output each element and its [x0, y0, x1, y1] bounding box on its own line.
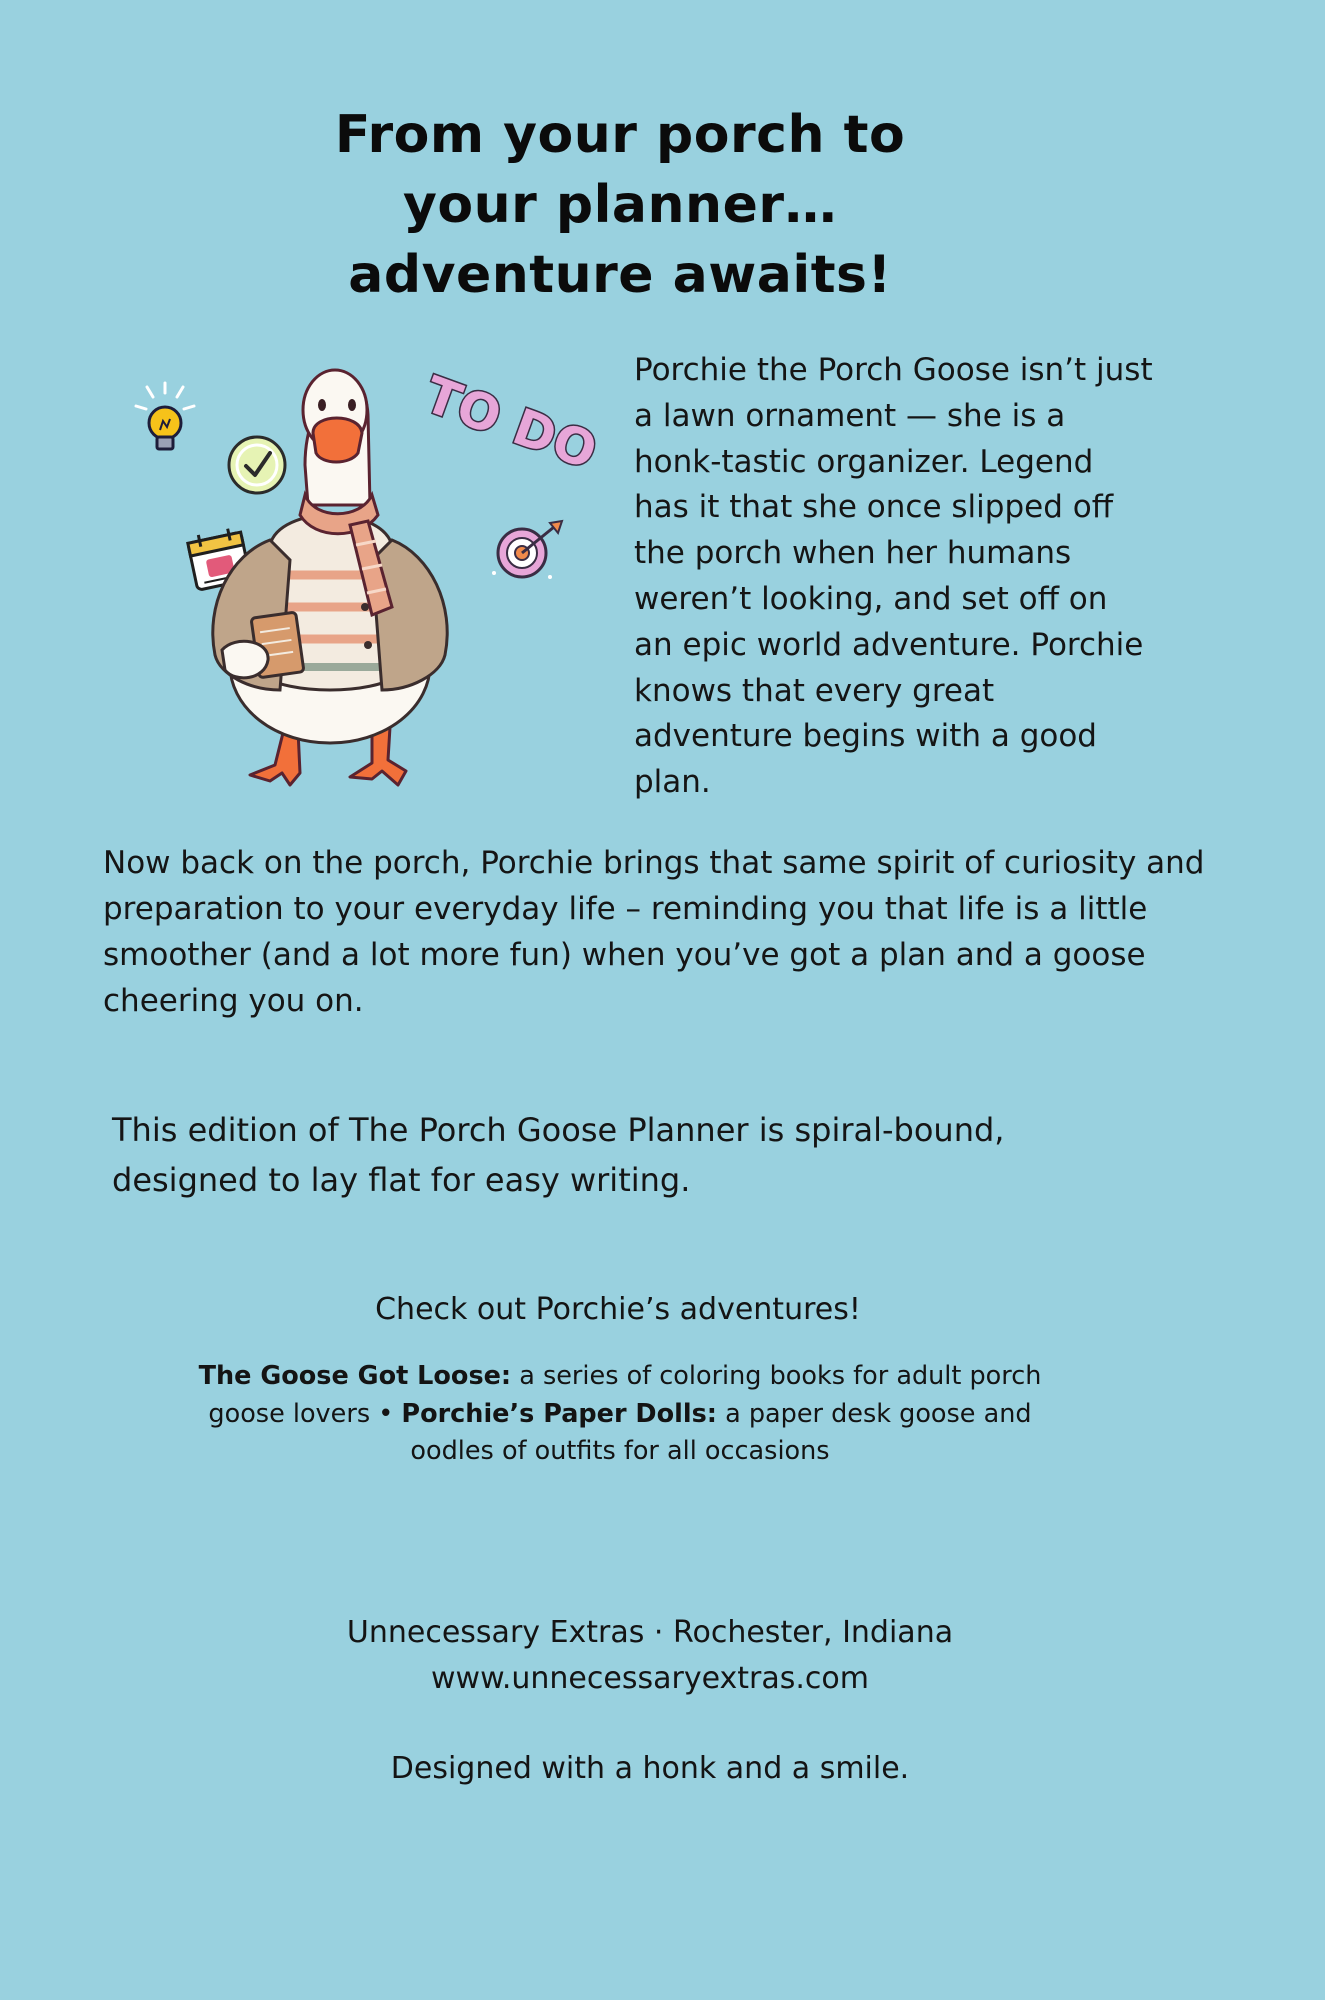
- book2-title: Porchie’s Paper Dolls:: [401, 1398, 717, 1429]
- headline-line-3: adventure awaits!: [348, 245, 892, 305]
- tagline: Designed with a honk and a smile.: [390, 1751, 910, 1786]
- checkmark-icon: [229, 437, 285, 493]
- target-icon: [492, 521, 562, 579]
- publisher-info: [250, 1610, 1050, 1702]
- adventures-heading: Check out Porchie’s adventures!: [375, 1292, 861, 1327]
- goose-illustration: [110, 345, 630, 805]
- todo-sticker: [417, 365, 604, 480]
- todo-sticker-text: TO DO: [417, 365, 605, 481]
- adventures-list: [190, 1358, 1050, 1471]
- headline-line-1: From your porch to: [334, 105, 906, 165]
- goose-figure: [213, 370, 447, 785]
- publisher-website: www.unnecessaryextras.com: [431, 1661, 869, 1696]
- bullet-separator: •: [370, 1398, 402, 1429]
- book1-title: The Goose Got Loose:: [198, 1361, 512, 1391]
- publisher-line: Unnecessary Extras · Rochester, Indiana: [346, 1615, 954, 1650]
- headline: [260, 100, 980, 310]
- intro-paragraph: Porchie the Porch Goose isn’t just a lawn ornament — she is a honk-tastic organizer. Legend has it that she once slipped off the porch when her humans weren’t looking, and set off on an epic world adventure. Porchie knows that every great adventure begins with a good plan.: [634, 352, 1153, 801]
- headline-line-2: your planner…: [403, 175, 837, 235]
- book1-description: a series of coloring books for adult porch goose lovers: [208, 1361, 1042, 1429]
- book2-description: a paper desk goose and oodles of outfits for all occasions: [410, 1398, 1032, 1466]
- lightbulb-icon: [136, 383, 194, 449]
- edition-note: This edition of The Porch Goose Planner is spiral-bound, designed to lay flat for easy writing.: [112, 1111, 1005, 1199]
- body-paragraph: Now back on the porch, Porchie brings that same spirit of curiosity and preparation to your everyday life – reminding you that life is a little smoother (and a lot more fun) when you’ve got a plan and a goose cheering you on.: [103, 845, 1205, 1019]
